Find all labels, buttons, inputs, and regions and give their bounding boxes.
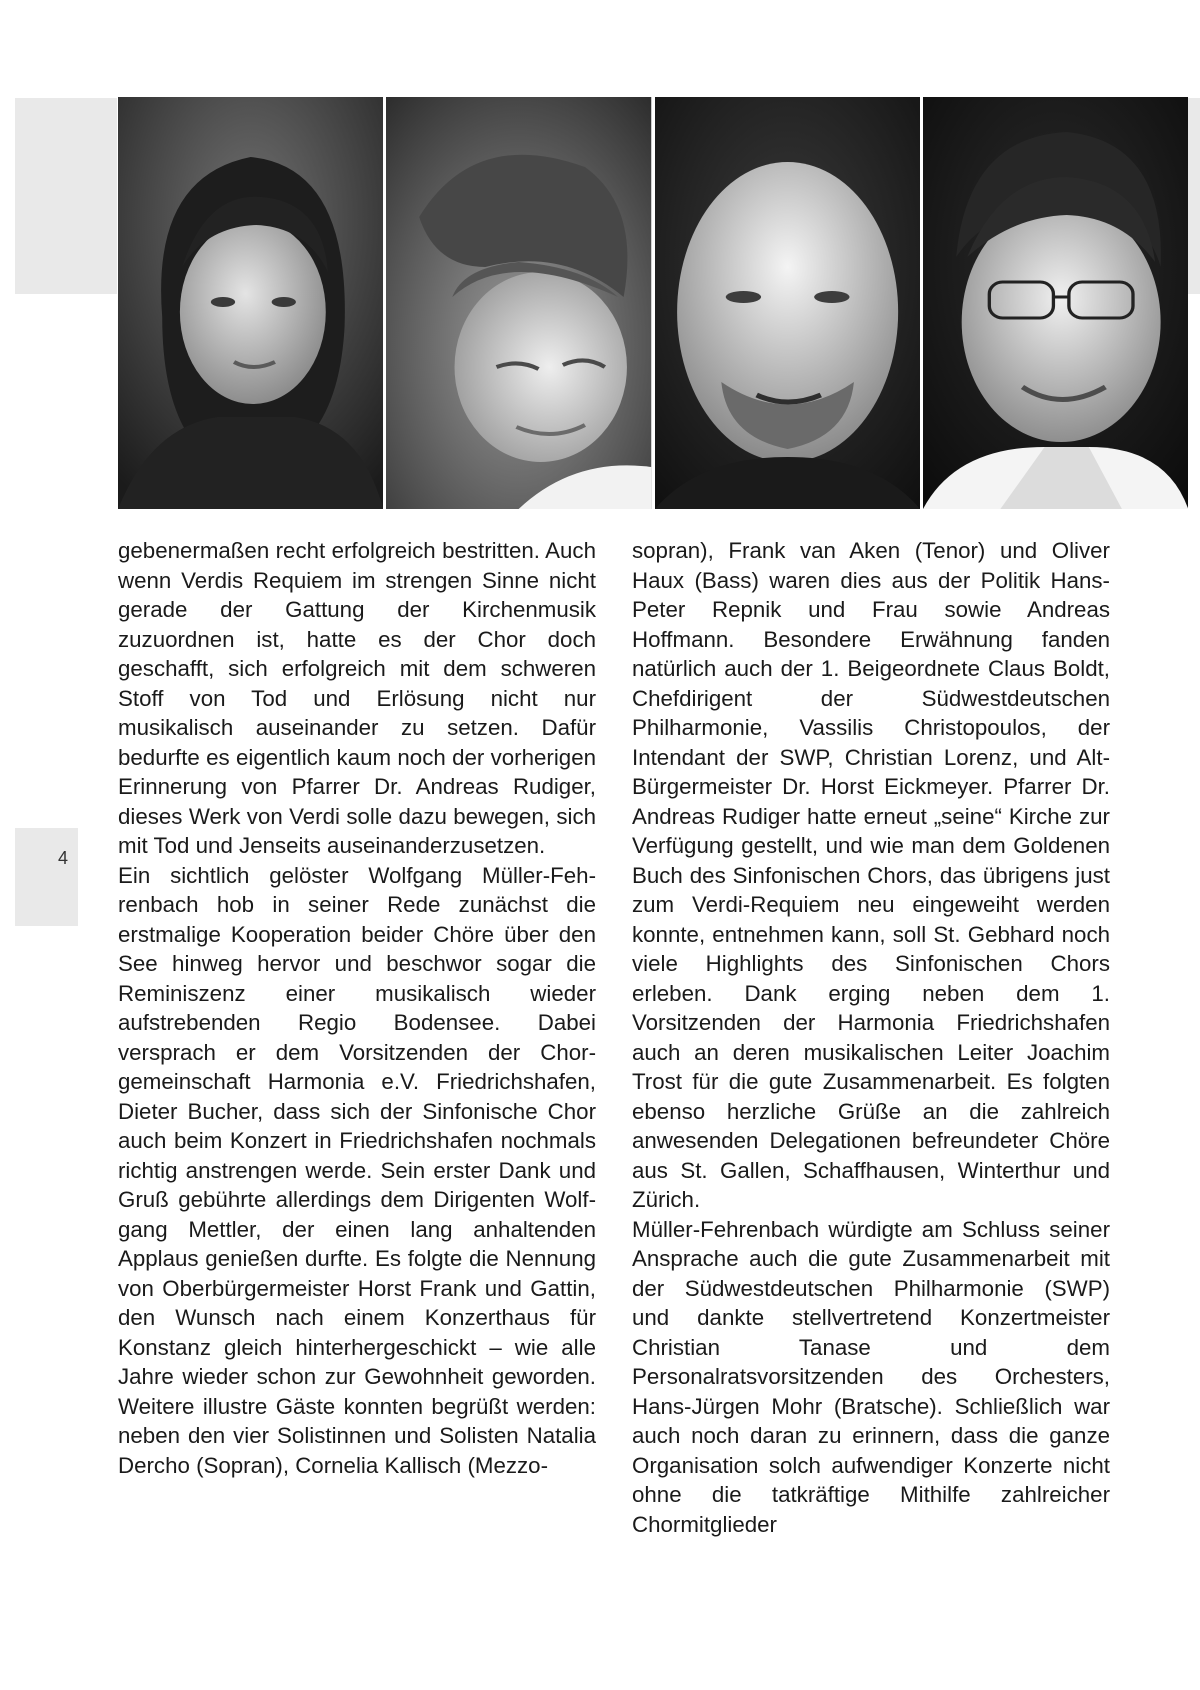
portrait-woman-dark-hair-icon	[118, 97, 383, 509]
portrait-man-glasses-icon	[923, 97, 1188, 509]
paragraph: Müller-Fehrenbach würdigte am Schluss seiner Ansprache auch die gute Zusammenarbeit mit der Südwestdeutschen Philharmonie (SWP) und dankte stellvertretend Konzertmeister Christian Tanase und dem Personalratsvorsitzenden des Orchesters, Hans-Jürgen Mohr (Bratsche). Schließlich war auch noch daran zu erinnern, dass die ganze Organisation solch aufwendiger Konzerte nicht ohne die tatkräftige Mithilfe zahlreicher Chormitglieder	[632, 1216, 1110, 1537]
portrait-strip	[118, 97, 1188, 509]
page-number-tab	[15, 828, 78, 926]
portrait-photo-1	[118, 97, 383, 509]
paragraph: gebenermaßen recht erfolgreich bestritten. Auch wenn Verdis Requiem im strengen Sinne nicht gerade der Gattung der Kirchenmusik zuzuordnen ist, hatte es der Chor doch geschafft, sich erfolgreich mit dem schweren Stoff von Tod und Erlösung nicht nur musikalisch auseinander zu setzen. Dafür bedurfte es eigentlich kaum noch der vorherigen Erinnerung von Pfarrer Dr. Andreas Rudiger, dieses Werk von Verdi solle dazu bewegen, sich mit Tod und Jenseits auseinanderzusetzen.	[118, 538, 596, 858]
portrait-woman-short-hair-icon	[386, 97, 651, 509]
page-number: 4	[58, 848, 69, 868]
paragraph: sopran), Frank van Aken (Tenor) und Oliver Haux (Bass) waren dies aus der Politik Hans-Peter Repnik und Frau sowie Andreas Hoffmann. Besondere Erwähnung fanden natürlich auch der 1. Beigeordnete Claus Boldt, Chefdirigent der Südwestdeutschen Philharmonie, Vassilis Christopoulos, der Intendant der SWP, Christian Lorenz, und Alt-Bürgermeister Dr. Horst Eickmeyer. Pfarrer Dr. Andreas Rudiger hatte erneut „seine“ Kirche zur Verfügung gestellt, und wie man dem Goldenen Buch des Sinfonischen Chors, das übrigens just zum Verdi-Requiem neu eingeweiht werden konnte, entnehmen kann, soll St. Gebhard noch viele Highlights des Sinfonischen Chors erleben. Dank erging neben dem 1. Vorsitzenden der Harmonia Friedrichshafen auch an deren musikalischen Leiter Joachim Trost für die gute Zusammenarbeit. Es folgten ebenso herzliche Grüße an die zahlreich anwesenden Delegationen befreundeter Chöre aus St. Gallen, Schaffhausen, Winterthur und Zürich.	[632, 538, 1110, 1212]
header-band-left	[15, 98, 117, 294]
article-column-right	[632, 536, 1110, 1539]
portrait-photo-2	[386, 97, 651, 509]
portrait-man-beard-icon	[655, 97, 920, 509]
paragraph: Ein sichtlich gelöster Wolfgang Müller-Fehrenbach hob in seiner Rede zunächst die erstmalige Kooperation beider Chöre über den See hinweg hervor und beschwor sogar die Reminiszenz einer musikalisch wieder aufstrebenden Regio Bodensee. Dabei versprach er dem Vorsitzenden der Chorgemeinschaft Harmonia e.V. Friedrichshafen, Dieter Bucher, dass sich der Sinfonische Chor auch beim Konzert in Friedrichshafen nochmals richtig anstrengen werde. Sein erster Dank und Gruß gebührte allerdings dem Dirigenten Wolfgang Mettler, der einen lang anhaltenden Applaus genießen durfte. Es folgte die Nennung von Oberbürgermeister Horst Frank und Gattin, den Wunsch nach einem Konzerthaus für Konstanz gleich hinterhergeschickt – wie alle Jahre wieder schon zur Gewohnheit geworden. Weitere illustre Gäste konnten begrüßt werden: neben den vier Solistinnen und Solisten Natalia Dercho (Sopran), Cornelia Kallisch (Mezzo-	[118, 862, 596, 1478]
article-column-left	[118, 536, 596, 1480]
portrait-photo-3	[655, 97, 920, 509]
portrait-photo-4	[923, 97, 1188, 509]
